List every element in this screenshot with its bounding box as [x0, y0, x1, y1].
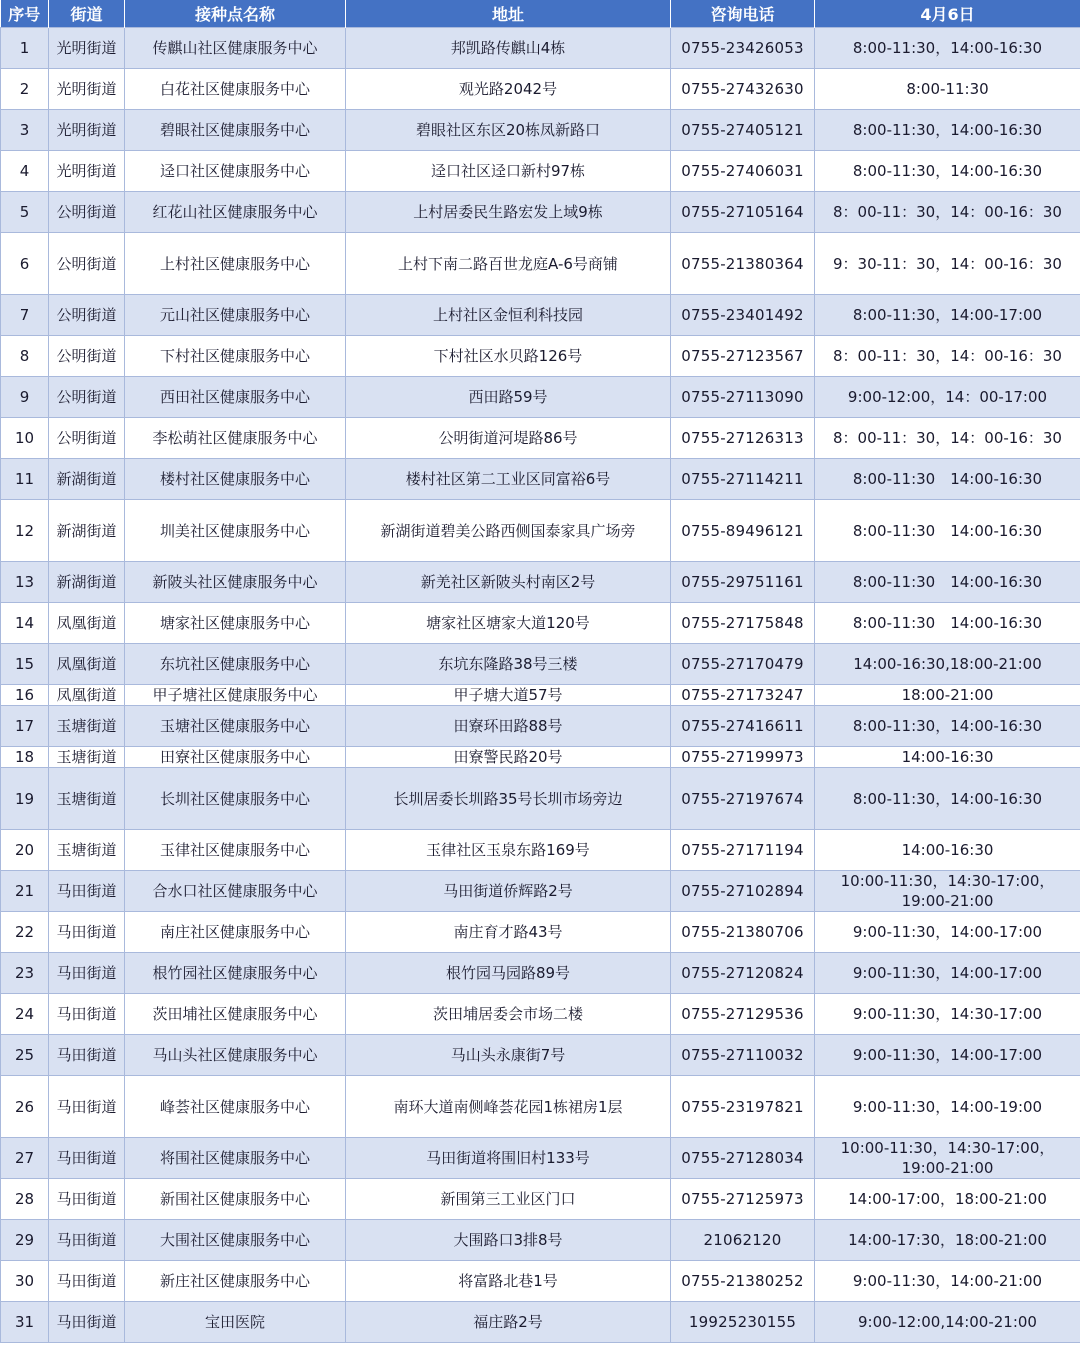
cell-phone: 0755-27113090 — [671, 377, 815, 418]
table-row — [1, 1076, 1080, 1138]
table-row — [1, 418, 1080, 459]
cell-phone: 0755-27128034 — [671, 1138, 815, 1179]
cell-phone: 0755-27199973 — [671, 747, 815, 768]
cell-street: 凤凰街道 — [49, 644, 125, 685]
cell-hours: 9：30-11：30，14：00-16：30 — [815, 233, 1080, 295]
cell-phone: 0755-23426053 — [671, 28, 815, 69]
cell-phone: 0755-21380252 — [671, 1261, 815, 1302]
table-row — [1, 1302, 1080, 1343]
table-row — [1, 871, 1080, 912]
table-row — [1, 459, 1080, 500]
cell-site-name: 下村社区健康服务中心 — [125, 336, 346, 377]
cell-hours: 9:00-12:00,14:00-21:00 — [815, 1302, 1080, 1343]
cell-index: 13 — [1, 562, 49, 603]
cell-address: 新围第三工业区门口 — [346, 1179, 671, 1220]
cell-hours: 9:00-12:00，14：00-17:00 — [815, 377, 1080, 418]
cell-hours: 14:00-16:30 — [815, 830, 1080, 871]
cell-phone: 0755-27170479 — [671, 644, 815, 685]
cell-site-name: 迳口社区健康服务中心 — [125, 151, 346, 192]
cell-site-name: 将围社区健康服务中心 — [125, 1138, 346, 1179]
cell-phone: 0755-89496121 — [671, 500, 815, 562]
cell-address: 新羌社区新陂头村南区2号 — [346, 562, 671, 603]
cell-site-name: 李松萌社区健康服务中心 — [125, 418, 346, 459]
cell-hours: 8:00-11:30，14:00-16:30 — [815, 706, 1080, 747]
cell-index: 28 — [1, 1179, 49, 1220]
cell-street: 公明街道 — [49, 233, 125, 295]
table-row — [1, 377, 1080, 418]
cell-hours: 14:00-16:30,18:00-21:00 — [815, 644, 1080, 685]
cell-hours: 14:00-16:30 — [815, 747, 1080, 768]
table-row — [1, 1220, 1080, 1261]
cell-phone: 0755-27114211 — [671, 459, 815, 500]
cell-street: 新湖街道 — [49, 500, 125, 562]
cell-address: 马山头永康街7号 — [346, 1035, 671, 1076]
cell-address: 马田街道将围旧村133号 — [346, 1138, 671, 1179]
cell-site-name: 红花山社区健康服务中心 — [125, 192, 346, 233]
cell-index: 27 — [1, 1138, 49, 1179]
table-row — [1, 1035, 1080, 1076]
cell-street: 马田街道 — [49, 994, 125, 1035]
cell-index: 29 — [1, 1220, 49, 1261]
cell-site-name: 根竹园社区健康服务中心 — [125, 953, 346, 994]
cell-phone: 0755-27102894 — [671, 871, 815, 912]
cell-street: 马田街道 — [49, 912, 125, 953]
cell-address: 马田街道侨辉路2号 — [346, 871, 671, 912]
cell-index: 14 — [1, 603, 49, 644]
cell-hours: 8:00-11:30 14:00-16:30 — [815, 459, 1080, 500]
table-row — [1, 644, 1080, 685]
cell-index: 23 — [1, 953, 49, 994]
cell-street: 马田街道 — [49, 953, 125, 994]
cell-hours: 8:00-11:30，14:00-16:30 — [815, 151, 1080, 192]
cell-site-name: 西田社区健康服务中心 — [125, 377, 346, 418]
cell-index: 16 — [1, 685, 49, 706]
cell-phone: 0755-27123567 — [671, 336, 815, 377]
cell-index: 24 — [1, 994, 49, 1035]
cell-site-name: 楼村社区健康服务中心 — [125, 459, 346, 500]
header-site-name: 接种点名称 — [125, 0, 346, 28]
cell-street: 马田街道 — [49, 1179, 125, 1220]
table-row — [1, 747, 1080, 768]
cell-street: 凤凰街道 — [49, 685, 125, 706]
cell-site-name: 玉塘社区健康服务中心 — [125, 706, 346, 747]
table-row — [1, 1261, 1080, 1302]
cell-street: 光明街道 — [49, 69, 125, 110]
cell-hours: 8:00-11:30，14:00-17:00 — [815, 295, 1080, 336]
cell-site-name: 元山社区健康服务中心 — [125, 295, 346, 336]
cell-index: 25 — [1, 1035, 49, 1076]
cell-hours: 8:00-11:30 14:00-16:30 — [815, 500, 1080, 562]
cell-address: 上村社区金恒利科技园 — [346, 295, 671, 336]
cell-phone: 0755-27406031 — [671, 151, 815, 192]
table-row — [1, 953, 1080, 994]
cell-hours: 8:00-11:30 14:00-16:30 — [815, 603, 1080, 644]
cell-address: 南环大道南侧峰荟花园1栋裙房1层 — [346, 1076, 671, 1138]
cell-phone: 0755-29751161 — [671, 562, 815, 603]
cell-street: 公明街道 — [49, 377, 125, 418]
cell-index: 10 — [1, 418, 49, 459]
cell-site-name: 甲子塘社区健康服务中心 — [125, 685, 346, 706]
cell-address: 下村社区水贝路126号 — [346, 336, 671, 377]
cell-site-name: 马山头社区健康服务中心 — [125, 1035, 346, 1076]
cell-hours: 9:00-11:30，14:00-17:00 — [815, 953, 1080, 994]
cell-phone: 0755-27129536 — [671, 994, 815, 1035]
cell-street: 玉塘街道 — [49, 706, 125, 747]
cell-phone: 19925230155 — [671, 1302, 815, 1343]
cell-phone: 0755-27126313 — [671, 418, 815, 459]
cell-phone: 0755-27120824 — [671, 953, 815, 994]
cell-site-name: 塘家社区健康服务中心 — [125, 603, 346, 644]
cell-phone: 0755-23401492 — [671, 295, 815, 336]
table-row — [1, 110, 1080, 151]
cell-site-name: 圳美社区健康服务中心 — [125, 500, 346, 562]
cell-hours: 10:00-11:30，14:30-17:00，19:00-21:00 — [815, 1138, 1080, 1179]
cell-hours: 9:00-11:30，14:00-17:00 — [815, 1035, 1080, 1076]
cell-index: 4 — [1, 151, 49, 192]
table-row — [1, 500, 1080, 562]
cell-phone: 0755-27416611 — [671, 706, 815, 747]
table-row — [1, 768, 1080, 830]
cell-address: 上村居委民生路宏发上域9栋 — [346, 192, 671, 233]
table-row — [1, 685, 1080, 706]
cell-address: 楼村社区第二工业区同富裕6号 — [346, 459, 671, 500]
cell-index: 31 — [1, 1302, 49, 1343]
cell-index: 12 — [1, 500, 49, 562]
cell-address: 玉律社区玉泉东路169号 — [346, 830, 671, 871]
cell-index: 21 — [1, 871, 49, 912]
cell-index: 18 — [1, 747, 49, 768]
table-row — [1, 233, 1080, 295]
cell-hours: 18:00-21:00 — [815, 685, 1080, 706]
cell-phone: 0755-27197674 — [671, 768, 815, 830]
cell-street: 新湖街道 — [49, 459, 125, 500]
cell-address: 迳口社区迳口新村97栋 — [346, 151, 671, 192]
cell-address: 公明街道河堤路86号 — [346, 418, 671, 459]
cell-site-name: 东坑社区健康服务中心 — [125, 644, 346, 685]
cell-street: 玉塘街道 — [49, 768, 125, 830]
cell-phone: 21062120 — [671, 1220, 815, 1261]
table-row — [1, 1138, 1080, 1179]
cell-site-name: 新陂头社区健康服务中心 — [125, 562, 346, 603]
cell-hours: 8:00-11:30 — [815, 69, 1080, 110]
cell-site-name: 宝田医院 — [125, 1302, 346, 1343]
cell-street: 玉塘街道 — [49, 830, 125, 871]
cell-phone: 0755-27432630 — [671, 69, 815, 110]
cell-site-name: 新围社区健康服务中心 — [125, 1179, 346, 1220]
cell-phone: 0755-27405121 — [671, 110, 815, 151]
cell-address: 观光路2042号 — [346, 69, 671, 110]
cell-hours: 9:00-11:30，14:00-21:00 — [815, 1261, 1080, 1302]
table-row — [1, 994, 1080, 1035]
cell-index: 5 — [1, 192, 49, 233]
cell-address: 碧眼社区东区20栋凤新路口 — [346, 110, 671, 151]
cell-street: 马田街道 — [49, 1138, 125, 1179]
cell-street: 凤凰街道 — [49, 603, 125, 644]
cell-hours: 8：00-11：30，14：00-16：30 — [815, 336, 1080, 377]
cell-street: 公明街道 — [49, 295, 125, 336]
cell-index: 19 — [1, 768, 49, 830]
cell-index: 8 — [1, 336, 49, 377]
cell-site-name: 新庄社区健康服务中心 — [125, 1261, 346, 1302]
cell-hours: 8:00-11:30，14:00-16:30 — [815, 28, 1080, 69]
cell-street: 马田街道 — [49, 871, 125, 912]
cell-site-name: 白花社区健康服务中心 — [125, 69, 346, 110]
cell-site-name: 田寮社区健康服务中心 — [125, 747, 346, 768]
cell-index: 20 — [1, 830, 49, 871]
cell-phone: 0755-21380706 — [671, 912, 815, 953]
cell-street: 光明街道 — [49, 110, 125, 151]
cell-address: 田寮警民路20号 — [346, 747, 671, 768]
cell-site-name: 上村社区健康服务中心 — [125, 233, 346, 295]
cell-address: 长圳居委长圳路35号长圳市场旁边 — [346, 768, 671, 830]
cell-address: 南庄育才路43号 — [346, 912, 671, 953]
cell-street: 光明街道 — [49, 28, 125, 69]
cell-hours: 9:00-11:30，14:00-19:00 — [815, 1076, 1080, 1138]
cell-street: 公明街道 — [49, 336, 125, 377]
table-header-row — [1, 0, 1080, 28]
table-row — [1, 192, 1080, 233]
cell-street: 公明街道 — [49, 192, 125, 233]
header-street: 街道 — [49, 0, 125, 28]
cell-phone: 0755-27175848 — [671, 603, 815, 644]
cell-index: 26 — [1, 1076, 49, 1138]
cell-phone: 0755-23197821 — [671, 1076, 815, 1138]
table-row — [1, 603, 1080, 644]
cell-site-name: 南庄社区健康服务中心 — [125, 912, 346, 953]
cell-phone: 0755-21380364 — [671, 233, 815, 295]
cell-hours: 8:00-11:30，14:00-16:30 — [815, 768, 1080, 830]
table-row — [1, 830, 1080, 871]
cell-street: 马田街道 — [49, 1261, 125, 1302]
cell-index: 11 — [1, 459, 49, 500]
cell-index: 6 — [1, 233, 49, 295]
cell-index: 7 — [1, 295, 49, 336]
table-row — [1, 69, 1080, 110]
header-phone: 咨询电话 — [671, 0, 815, 28]
cell-phone: 0755-27171194 — [671, 830, 815, 871]
table-row — [1, 295, 1080, 336]
cell-site-name: 合水口社区健康服务中心 — [125, 871, 346, 912]
cell-hours: 9:00-11:30，14:30-17:00 — [815, 994, 1080, 1035]
cell-address: 上村下南二路百世龙庭A-6号商铺 — [346, 233, 671, 295]
cell-hours: 14:00-17:00，18:00-21:00 — [815, 1179, 1080, 1220]
cell-street: 马田街道 — [49, 1035, 125, 1076]
cell-phone: 0755-27105164 — [671, 192, 815, 233]
cell-index: 3 — [1, 110, 49, 151]
table-row — [1, 706, 1080, 747]
cell-index: 30 — [1, 1261, 49, 1302]
cell-address: 东坑东隆路38号三楼 — [346, 644, 671, 685]
cell-site-name: 峰荟社区健康服务中心 — [125, 1076, 346, 1138]
cell-street: 马田街道 — [49, 1302, 125, 1343]
cell-phone: 0755-27125973 — [671, 1179, 815, 1220]
cell-site-name: 大围社区健康服务中心 — [125, 1220, 346, 1261]
table-row — [1, 562, 1080, 603]
cell-hours: 8：00-11：30，14：00-16：30 — [815, 418, 1080, 459]
cell-phone: 0755-27110032 — [671, 1035, 815, 1076]
cell-address: 福庄路2号 — [346, 1302, 671, 1343]
table-row — [1, 336, 1080, 377]
cell-street: 玉塘街道 — [49, 747, 125, 768]
cell-hours: 9:00-11:30，14:00-17:00 — [815, 912, 1080, 953]
table-row — [1, 1179, 1080, 1220]
cell-address: 邦凯路传麒山4栋 — [346, 28, 671, 69]
cell-address: 甲子塘大道57号 — [346, 685, 671, 706]
cell-index: 15 — [1, 644, 49, 685]
cell-hours: 8:00-11:30 14:00-16:30 — [815, 562, 1080, 603]
cell-index: 22 — [1, 912, 49, 953]
header-address: 地址 — [346, 0, 671, 28]
cell-address: 根竹园马园路89号 — [346, 953, 671, 994]
cell-address: 将富路北巷1号 — [346, 1261, 671, 1302]
table-row — [1, 151, 1080, 192]
cell-site-name: 长圳社区健康服务中心 — [125, 768, 346, 830]
cell-hours: 14:00-17:30，18:00-21:00 — [815, 1220, 1080, 1261]
cell-index: 9 — [1, 377, 49, 418]
cell-index: 2 — [1, 69, 49, 110]
cell-site-name: 玉律社区健康服务中心 — [125, 830, 346, 871]
cell-hours: 8：00-11：30，14：00-16：30 — [815, 192, 1080, 233]
cell-address: 田寮环田路88号 — [346, 706, 671, 747]
cell-hours: 10:00-11:30，14:30-17:00，19:00-21:00 — [815, 871, 1080, 912]
table-body — [1, 28, 1080, 1343]
cell-street: 新湖街道 — [49, 562, 125, 603]
cell-phone: 0755-27173247 — [671, 685, 815, 706]
cell-street: 光明街道 — [49, 151, 125, 192]
cell-address: 大围路口3排8号 — [346, 1220, 671, 1261]
cell-address: 新湖街道碧美公路西侧国泰家具广场旁 — [346, 500, 671, 562]
cell-street: 马田街道 — [49, 1076, 125, 1138]
header-hours-date: 4月6日 — [815, 0, 1080, 28]
cell-address: 塘家社区塘家大道120号 — [346, 603, 671, 644]
cell-street: 马田街道 — [49, 1220, 125, 1261]
cell-address: 西田路59号 — [346, 377, 671, 418]
cell-site-name: 碧眼社区健康服务中心 — [125, 110, 346, 151]
cell-street: 公明街道 — [49, 418, 125, 459]
cell-hours: 8:00-11:30，14:00-16:30 — [815, 110, 1080, 151]
cell-site-name: 茨田埔社区健康服务中心 — [125, 994, 346, 1035]
cell-index: 1 — [1, 28, 49, 69]
cell-index: 17 — [1, 706, 49, 747]
cell-address: 茨田埔居委会市场二楼 — [346, 994, 671, 1035]
header-index: 序号 — [1, 0, 49, 28]
table-row — [1, 912, 1080, 953]
cell-site-name: 传麒山社区健康服务中心 — [125, 28, 346, 69]
table-row — [1, 28, 1080, 69]
